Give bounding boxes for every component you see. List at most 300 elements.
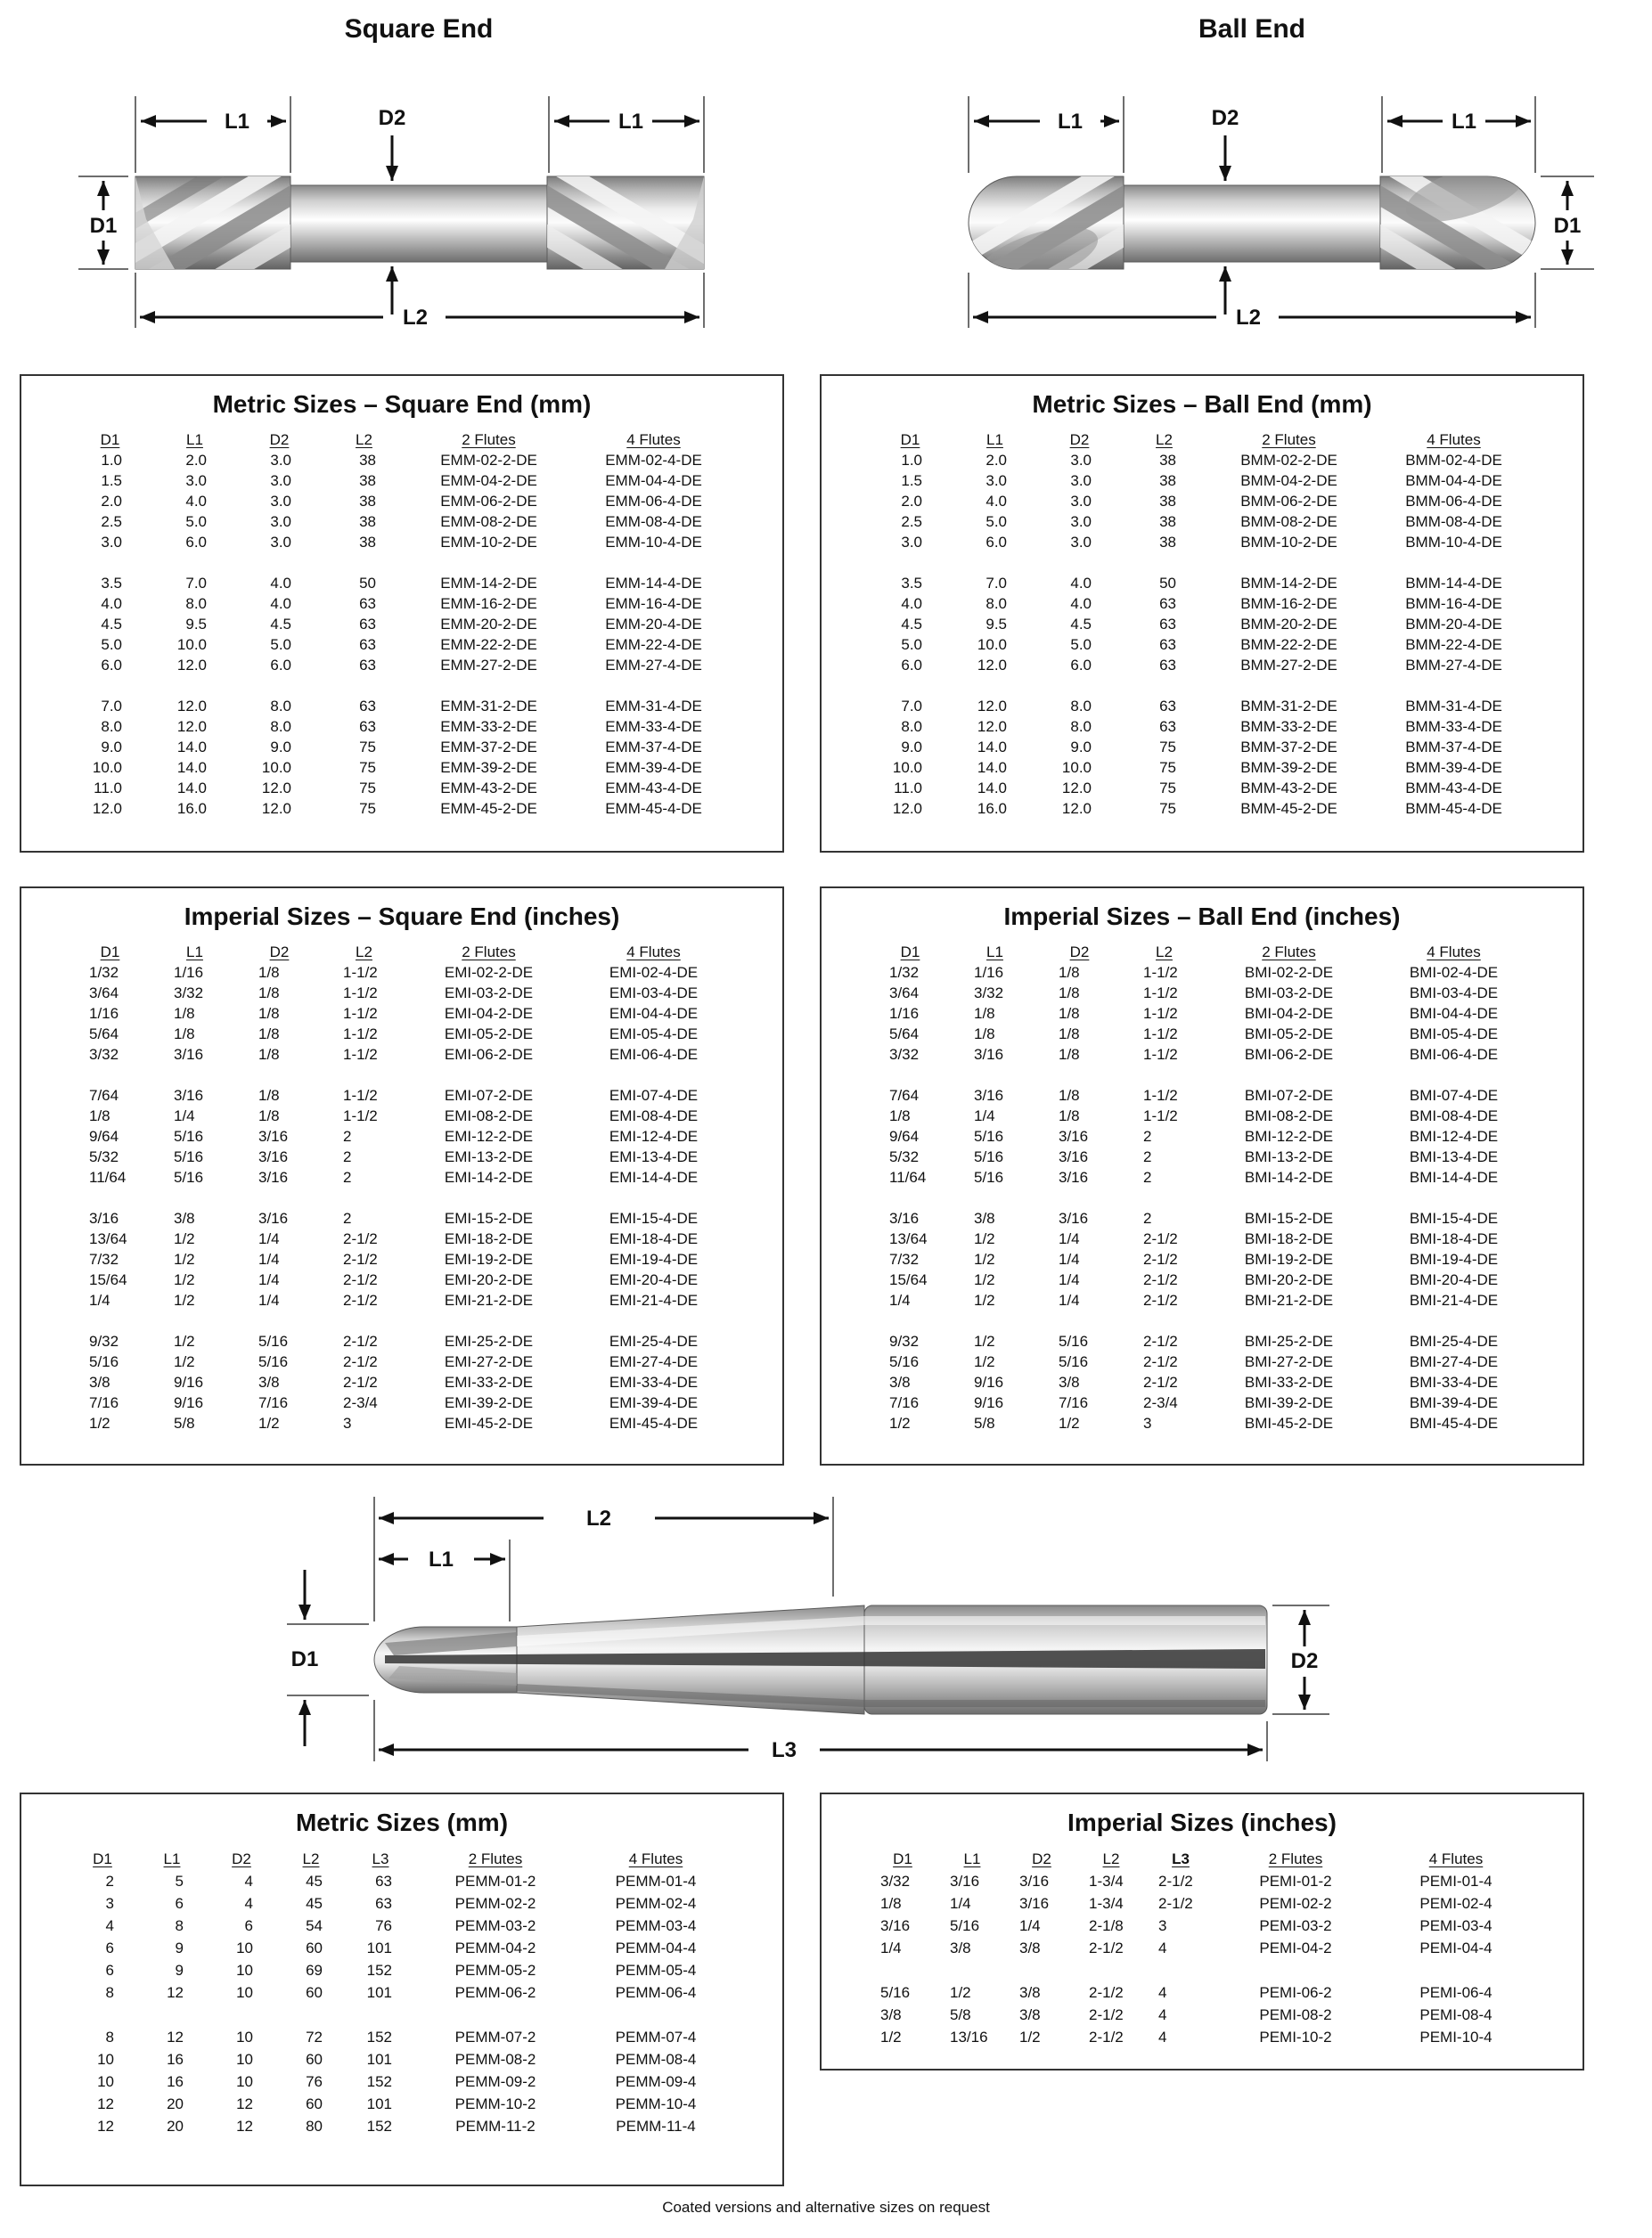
- cell-l1: 8.0: [185, 595, 207, 612]
- cell-d2: 3/16: [1059, 1128, 1089, 1145]
- cell-2flutes: [406, 675, 571, 696]
- cell-2flutes: EMI-07-2-DE: [444, 1087, 534, 1104]
- table-row: [868, 1208, 1536, 1229]
- cell-d2: 3.0: [270, 534, 291, 551]
- cell-l1: 3/8: [974, 1210, 995, 1227]
- cell-d2: 5.0: [270, 636, 291, 653]
- cell-l2: 50: [359, 575, 376, 592]
- header-row: [868, 942, 1536, 962]
- cell-l2: 75: [1159, 739, 1176, 756]
- cell-d2: 3/8: [258, 1374, 280, 1391]
- cell-4flutes: BMI-18-4-DE: [1409, 1230, 1499, 1247]
- cell-d1: 7.0: [901, 698, 922, 715]
- table-row: [68, 1413, 736, 1433]
- cell-l3: 4: [1158, 2029, 1167, 2046]
- table-row: [68, 778, 736, 798]
- table-row: [868, 1126, 1536, 1147]
- cell-d1: 1/4: [889, 1292, 911, 1309]
- cell-l2: [1122, 552, 1206, 573]
- cell-2flutes: EMM-16-2-DE: [440, 595, 537, 612]
- cell-l1: 5/16: [174, 1148, 204, 1165]
- cell-4flutes: EMM-16-4-DE: [605, 595, 702, 612]
- cell-d1: 3/16: [89, 1210, 119, 1227]
- cell-l2: 60: [306, 2051, 323, 2068]
- cell-4flutes: BMM-02-4-DE: [1405, 452, 1502, 469]
- cell-d1: 3/32: [89, 1046, 119, 1063]
- cell-d2: 4.0: [1070, 595, 1092, 612]
- dim-label-l1: L1: [428, 1548, 454, 1572]
- cell-4flutes: EMM-33-4-DE: [605, 718, 702, 735]
- table-row: [68, 1981, 736, 2004]
- cell-l2: 1-1/2: [1143, 1025, 1178, 1042]
- cell-l3: 101: [366, 1940, 392, 1956]
- cell-d1: 1/2: [89, 1415, 110, 1432]
- cell-d1: 3: [105, 1895, 114, 1912]
- table-row: [68, 1065, 736, 1085]
- cell-d1: 5.0: [101, 636, 122, 653]
- cell-d1: 4.0: [901, 595, 922, 612]
- cell-d2: 12.0: [1061, 780, 1092, 796]
- cell-2flutes: [1206, 1188, 1371, 1208]
- cell-l3: 152: [366, 2029, 392, 2046]
- cell-l2: 63: [1159, 636, 1176, 653]
- cell-d2: 4.0: [1070, 575, 1092, 592]
- cell-d1: [68, 1065, 152, 1085]
- cell-l2: 72: [306, 2029, 323, 2046]
- table-row: [868, 962, 1536, 983]
- cell-d1: 1.5: [901, 472, 922, 489]
- cell-d2: 10.0: [1061, 759, 1092, 776]
- cell-l2: 1-1/2: [343, 1107, 378, 1124]
- table-row: [868, 1311, 1536, 1331]
- cell-d2: 1/4: [1059, 1271, 1080, 1288]
- table-title: Imperial Sizes (inches): [1067, 1809, 1337, 1836]
- cell-d2: 12.0: [261, 780, 291, 796]
- column-header: 4 Flutes: [1428, 1850, 1484, 1867]
- cell-4flutes: EMI-39-4-DE: [609, 1394, 699, 1411]
- cell-2flutes: PEMM-09-2: [454, 2073, 536, 2090]
- cell-l1: 14.0: [977, 780, 1007, 796]
- cell-l2: 2-1/2: [1089, 2029, 1124, 2046]
- cell-d2: 3/8: [1019, 1940, 1041, 1956]
- table-row: [68, 1106, 736, 1126]
- dim-label-d1: D1: [1553, 214, 1582, 238]
- cell-l3: 152: [366, 1962, 392, 1979]
- cell-d1: 3/16: [889, 1210, 920, 1227]
- cell-d2: 8.0: [1070, 718, 1092, 735]
- table-row: [68, 1208, 736, 1229]
- cell-2flutes: EMI-39-2-DE: [444, 1394, 534, 1411]
- cell-2flutes: PEMI-04-2: [1259, 1940, 1332, 1956]
- cell-l1: 3/32: [174, 984, 204, 1001]
- cell-l1: [152, 1311, 237, 1331]
- cell-d2: 4.0: [270, 595, 291, 612]
- cell-d2: 1/8: [1059, 1005, 1080, 1022]
- cell-2flutes: EMI-20-2-DE: [444, 1271, 534, 1288]
- cell-d2: 3/16: [258, 1128, 289, 1145]
- cell-d1: 8.0: [901, 718, 922, 735]
- cell-2flutes: BMM-43-2-DE: [1240, 780, 1337, 796]
- cell-d2: 1/4: [1059, 1251, 1080, 1268]
- cell-l1: 5/8: [974, 1415, 995, 1432]
- cell-l3: 4: [1158, 1940, 1167, 1956]
- cell-l1: [152, 1065, 237, 1085]
- cell-4flutes: PEMM-09-4: [615, 2073, 697, 2090]
- cell-d1: 5/32: [89, 1148, 119, 1165]
- cell-2flutes: EMI-15-2-DE: [444, 1210, 534, 1227]
- cell-l1: 20: [167, 2118, 184, 2135]
- cell-2flutes: EMM-20-2-DE: [440, 616, 537, 633]
- cell-d2: 3.0: [270, 472, 291, 489]
- cell-4flutes: PEMI-08-4: [1419, 2006, 1493, 2023]
- cell-l1: 1/4: [974, 1107, 995, 1124]
- cell-l2: 2-1/2: [343, 1251, 378, 1268]
- cell-d2: [1037, 675, 1122, 696]
- cell-d1: 5.0: [901, 636, 922, 653]
- column-header: L1: [186, 943, 203, 960]
- cell-l1: 3/16: [174, 1087, 204, 1104]
- column-header: L1: [986, 943, 1003, 960]
- cell-l2: [322, 552, 406, 573]
- cell-4flutes: PEMM-03-4: [615, 1917, 697, 1934]
- table-row: [868, 491, 1536, 511]
- cell-d2: 1/8: [1059, 1046, 1080, 1063]
- cell-2flutes: PEMI-03-2: [1259, 1917, 1332, 1934]
- table-row: [68, 1126, 736, 1147]
- cell-d2: 6: [244, 1917, 253, 1934]
- cell-4flutes: EMI-27-4-DE: [609, 1353, 699, 1370]
- cell-l1: 3.0: [985, 472, 1007, 489]
- cell-l2: 1-1/2: [343, 964, 378, 981]
- cell-2flutes: EMI-45-2-DE: [444, 1415, 534, 1432]
- cell-d2: 10: [236, 2029, 253, 2046]
- dim-label-l1-right: L1: [1451, 110, 1477, 134]
- cell-2flutes: BMM-20-2-DE: [1240, 616, 1337, 633]
- cell-d2: 5/16: [258, 1333, 289, 1350]
- cell-d1: 1/4: [880, 1940, 902, 1956]
- cell-2flutes: EMI-05-2-DE: [444, 1025, 534, 1042]
- cell-d2: 9.0: [270, 739, 291, 756]
- cell-2flutes: EMI-14-2-DE: [444, 1169, 534, 1186]
- cell-4flutes: EMM-27-4-DE: [605, 657, 702, 674]
- table-row: [868, 1003, 1536, 1024]
- column-header: L3: [372, 1850, 389, 1867]
- cell-2flutes: PEMM-05-2: [454, 1962, 536, 1979]
- cell-d1: 4.5: [901, 616, 922, 633]
- cell-4flutes: BMM-06-4-DE: [1405, 493, 1502, 510]
- cell-l1: 9/16: [974, 1374, 1004, 1391]
- cell-l2: 1-1/2: [1143, 1087, 1178, 1104]
- cell-l2: 80: [306, 2118, 323, 2135]
- dim-d1: [78, 176, 128, 269]
- table-row: [868, 696, 1536, 716]
- cell-4flutes: EMM-02-4-DE: [605, 452, 702, 469]
- cell-l1: 12: [167, 2029, 184, 2046]
- cell-l1: 6.0: [985, 534, 1007, 551]
- cell-4flutes: BMI-14-4-DE: [1409, 1169, 1499, 1186]
- cell-l2: 2-1/8: [1089, 1917, 1124, 1934]
- cell-l2: 2-1/2: [1143, 1292, 1178, 1309]
- dim-label-l2: L2: [585, 1507, 612, 1531]
- cell-4flutes: BMM-08-4-DE: [1405, 513, 1502, 530]
- cell-l2: [322, 675, 406, 696]
- single-end-diagram: [249, 1472, 1337, 1770]
- cell-4flutes: [576, 2004, 736, 2026]
- table-row: [868, 1024, 1536, 1044]
- cell-l2: 38: [1159, 452, 1176, 469]
- cell-2flutes: EMI-08-2-DE: [444, 1107, 534, 1124]
- cell-d1: 7/64: [89, 1087, 119, 1104]
- metric-square-table: [68, 429, 736, 819]
- dim-l2: [969, 273, 1535, 330]
- cell-l2: 75: [1159, 800, 1176, 817]
- cell-4flutes: EMI-08-4-DE: [609, 1107, 699, 1124]
- column-header: L2: [1102, 1850, 1120, 1867]
- table-row: [868, 1249, 1536, 1270]
- cell-2flutes: [1206, 1311, 1371, 1331]
- cell-d2: 3/16: [1059, 1169, 1089, 1186]
- cell-d2: 1/4: [258, 1251, 280, 1268]
- cell-l2: 3: [343, 1415, 352, 1432]
- cell-d2: 12.0: [1061, 800, 1092, 817]
- cell-d2: 4.5: [1070, 616, 1092, 633]
- header-row: [868, 429, 1536, 450]
- cell-2flutes: EMM-06-2-DE: [440, 493, 537, 510]
- table-row: [868, 1915, 1536, 1937]
- table-row: [868, 511, 1536, 532]
- cell-4flutes: PEMM-01-4: [615, 1873, 697, 1890]
- cell-l1: 4.0: [185, 493, 207, 510]
- cell-d1: 5/64: [89, 1025, 119, 1042]
- cell-d2: 3/16: [1059, 1210, 1089, 1227]
- cell-d1: 1.0: [101, 452, 122, 469]
- cell-d1: 8: [105, 2029, 114, 2046]
- cell-d2: 3.0: [1070, 534, 1092, 551]
- cell-2flutes: BMI-06-2-DE: [1244, 1046, 1334, 1063]
- cell-l2: 1-1/2: [343, 984, 378, 1001]
- cell-l2: 75: [1159, 780, 1176, 796]
- table-row: [868, 1352, 1536, 1372]
- cell-d2: 1/8: [258, 1005, 280, 1022]
- cell-2flutes: BMM-16-2-DE: [1240, 595, 1337, 612]
- table-row: [868, 634, 1536, 655]
- cell-d1: 9/64: [889, 1128, 920, 1145]
- cell-4flutes: PEMI-03-4: [1419, 1917, 1493, 1934]
- cell-2flutes: EMI-04-2-DE: [444, 1005, 534, 1022]
- cell-l1: [953, 1188, 1037, 1208]
- cell-d2: 1/8: [258, 1107, 280, 1124]
- cell-l2: 63: [359, 698, 376, 715]
- cell-d1: 11/64: [889, 1169, 927, 1186]
- cell-d2: 1/8: [1059, 1087, 1080, 1104]
- table-title: Metric Sizes (mm): [295, 1809, 509, 1836]
- table-row: [68, 1188, 736, 1208]
- cell-d1: 6: [105, 1940, 114, 1956]
- table-row: [68, 1290, 736, 1311]
- cell-d1: 9.0: [101, 739, 122, 756]
- column-header: D1: [100, 943, 120, 960]
- table-row: [868, 1393, 1536, 1413]
- dim-d2: [1272, 1605, 1329, 1714]
- cell-d1: 7/64: [889, 1087, 920, 1104]
- column-header: L2: [356, 943, 372, 960]
- cell-d2: 5/16: [1059, 1353, 1089, 1370]
- column-header: D2: [1032, 1850, 1051, 1867]
- cell-l1: 5/16: [974, 1169, 1004, 1186]
- table-row: [68, 614, 736, 634]
- cell-4flutes: BMM-22-4-DE: [1405, 636, 1502, 653]
- cell-l1: 1/2: [174, 1251, 195, 1268]
- cell-d1: 10.0: [92, 759, 122, 776]
- cell-d1: [868, 1959, 937, 1981]
- cell-l1: 9: [175, 1940, 184, 1956]
- cell-d1: [68, 2004, 137, 2026]
- cell-4flutes: BMI-12-4-DE: [1409, 1128, 1499, 1145]
- cell-l2: [276, 2004, 346, 2026]
- cell-l2: 38: [359, 493, 376, 510]
- cell-d2: 7/16: [258, 1394, 289, 1411]
- cell-l2: 63: [359, 636, 376, 653]
- cell-4flutes: BMM-27-4-DE: [1405, 657, 1502, 674]
- table-row: [68, 1331, 736, 1352]
- cell-d1: 4: [105, 1917, 114, 1934]
- cell-2flutes: PEMM-07-2: [454, 2029, 536, 2046]
- cell-l1: [137, 2004, 207, 2026]
- cell-l2: 2-3/4: [343, 1394, 378, 1411]
- column-header: L1: [963, 1850, 981, 1867]
- column-header: 4 Flutes: [1427, 431, 1481, 448]
- cell-l2: 2: [1143, 1128, 1152, 1145]
- cell-d2: 3/16: [1019, 1895, 1050, 1912]
- table-box-imperial-plain: [820, 1793, 1584, 2071]
- cell-d2: 8.0: [270, 698, 291, 715]
- cell-2flutes: BMM-04-2-DE: [1240, 472, 1337, 489]
- cell-2flutes: EMM-39-2-DE: [440, 759, 537, 776]
- cell-l1: 12.0: [176, 657, 207, 674]
- cell-4flutes: EMI-12-4-DE: [609, 1128, 699, 1145]
- cell-d1: 1/32: [89, 964, 119, 981]
- cell-d1: 3.0: [101, 534, 122, 551]
- cell-4flutes: PEMI-06-4: [1419, 1984, 1493, 2001]
- table-row: [868, 2004, 1536, 2026]
- cell-d2: 1/8: [1059, 1025, 1080, 1042]
- table-row: [68, 716, 736, 737]
- cell-l2: 2-1/2: [343, 1333, 378, 1350]
- cell-l1: 10.0: [176, 636, 207, 653]
- cell-l1: 5/8: [174, 1415, 195, 1432]
- cell-l3: 63: [375, 1895, 392, 1912]
- cell-d2: 5/16: [1059, 1333, 1089, 1350]
- cell-4flutes: BMM-10-4-DE: [1405, 534, 1502, 551]
- cell-l2: [1122, 675, 1206, 696]
- cell-l2: [1122, 1311, 1206, 1331]
- cell-d2: 3.0: [1070, 452, 1092, 469]
- cell-d2: 3/16: [1059, 1148, 1089, 1165]
- ball-end-title: Ball End: [1198, 14, 1305, 44]
- cell-d1: 9/32: [889, 1333, 920, 1350]
- cell-2flutes: BMI-07-2-DE: [1244, 1087, 1334, 1104]
- cell-d2: 10: [236, 2051, 253, 2068]
- table-row: [868, 1167, 1536, 1188]
- table-row: [68, 983, 736, 1003]
- cell-d1: 3.5: [101, 575, 122, 592]
- cell-l1: 7.0: [985, 575, 1007, 592]
- table-row: [68, 1352, 736, 1372]
- cell-d2: 1/4: [258, 1292, 280, 1309]
- cell-4flutes: [571, 552, 736, 573]
- cell-l1: 12.0: [176, 698, 207, 715]
- cell-2flutes: BMI-25-2-DE: [1244, 1333, 1334, 1350]
- cell-l2: 60: [306, 1984, 323, 2001]
- cell-l2: 2-1/2: [343, 1353, 378, 1370]
- cell-d2: 6.0: [1070, 657, 1092, 674]
- cell-4flutes: EMM-10-4-DE: [605, 534, 702, 551]
- cell-d2: 3/8: [1019, 1984, 1041, 2001]
- table-row: [68, 1167, 736, 1188]
- cell-l2: 75: [359, 780, 376, 796]
- cell-l1: 2.0: [185, 452, 207, 469]
- imperial-plain-table: [868, 1848, 1536, 2048]
- cell-l1: [152, 552, 237, 573]
- table-row: [68, 1393, 736, 1413]
- cell-d1: 3.0: [901, 534, 922, 551]
- cell-l2: 63: [1159, 657, 1176, 674]
- dim-label-l1-right: L1: [617, 110, 644, 134]
- cell-2flutes: [406, 1311, 571, 1331]
- cell-l1: 12.0: [977, 718, 1007, 735]
- cell-4flutes: BMI-27-4-DE: [1409, 1353, 1499, 1370]
- cell-4flutes: EMI-18-4-DE: [609, 1230, 699, 1247]
- cell-d2: 5/16: [258, 1353, 289, 1370]
- table-box-imperial-ball: [820, 886, 1584, 1466]
- ball-end-diagram: [904, 45, 1599, 356]
- cell-4flutes: [1371, 1188, 1536, 1208]
- table-title: Imperial Sizes – Ball End (inches): [1003, 903, 1401, 930]
- cell-d2: 1/2: [1019, 2029, 1041, 2046]
- cell-2flutes: PEMM-06-2: [454, 1984, 536, 2001]
- cell-d2: 9.0: [1070, 739, 1092, 756]
- cell-l2: 2-1/2: [343, 1292, 378, 1309]
- cell-l1: 3/16: [974, 1046, 1004, 1063]
- cell-l2: 54: [306, 1917, 323, 1934]
- cell-l3: 76: [375, 1917, 392, 1934]
- cell-2flutes: PEMM-04-2: [454, 1940, 536, 1956]
- cell-2flutes: EMM-27-2-DE: [440, 657, 537, 674]
- cell-d2: 3/8: [1019, 2006, 1041, 2023]
- cell-l2: 75: [359, 759, 376, 776]
- cell-l2: 76: [306, 2073, 323, 2090]
- table-row: [68, 1372, 736, 1393]
- cell-d2: 4: [244, 1895, 253, 1912]
- cell-4flutes: [1376, 1959, 1536, 1981]
- cell-l2: [322, 1188, 406, 1208]
- cell-l3: [1146, 1959, 1215, 1981]
- cell-d1: 1.0: [901, 452, 922, 469]
- cell-l1: 16.0: [176, 800, 207, 817]
- cell-l1: 1/2: [174, 1271, 195, 1288]
- cell-d1: 1/8: [889, 1107, 911, 1124]
- cell-4flutes: BMI-08-4-DE: [1409, 1107, 1499, 1124]
- table-row: [68, 737, 736, 757]
- cell-4flutes: PEMM-04-4: [615, 1940, 697, 1956]
- cell-d2: 4.0: [270, 575, 291, 592]
- column-header: 4 Flutes: [628, 1850, 683, 1867]
- cell-2flutes: BMI-02-2-DE: [1244, 964, 1334, 981]
- cell-4flutes: EMI-13-4-DE: [609, 1148, 699, 1165]
- cell-4flutes: BMM-14-4-DE: [1405, 575, 1502, 592]
- cell-l2: 69: [306, 1962, 323, 1979]
- cell-l1: 10.0: [977, 636, 1007, 653]
